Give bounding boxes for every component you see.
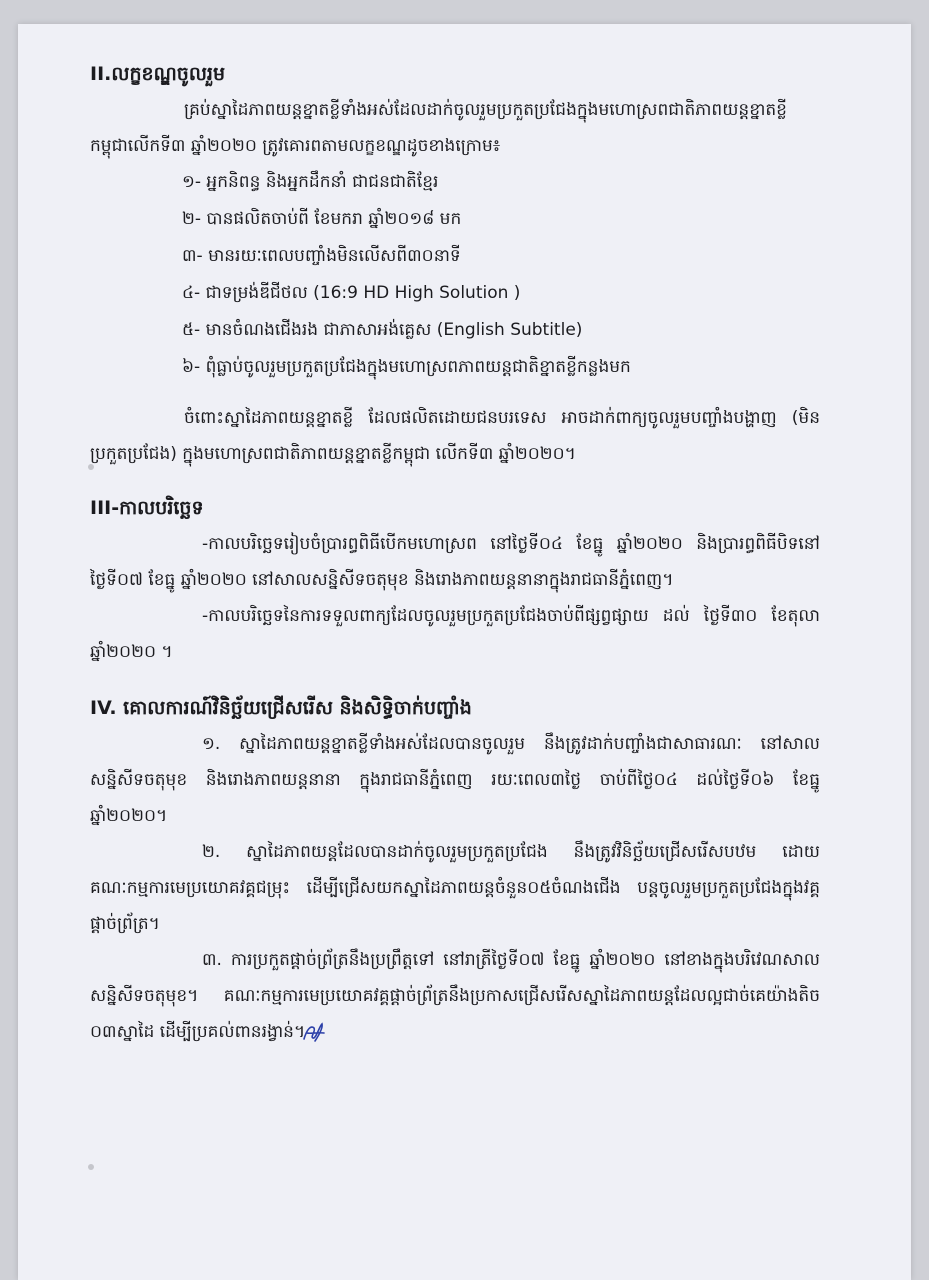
requirement-item: ៥- មានចំណងជើងរង ជាភាសាអង់គ្លេស (English Subtitle) bbox=[182, 320, 583, 340]
festival-dates-paragraph: -កាលបរិច្ឆេទរៀបចំប្រារព្ធពិធីបើកមហោស្រព នៅថ្ងៃទី០៤ ខែធ្នូ ឆ្នាំ២០២០ និងប្រារព្ធពិធីបិទនៅថ្ងៃទី០៧ ខែធ្នូ ឆ្នាំ២០២០ នៅសាលសន្និសីទចតុមុខ និងរោងភាពយន្តនានាក្នុងរាជធានីភ្នំពេញ។ bbox=[90, 534, 820, 590]
requirement-item: ៣- មានរយៈពេលបញ្ចាំងមិនលើសពី៣០នាទី bbox=[182, 246, 461, 266]
section-4-heading: IV. គោលការណ៍វិនិច្ឆ័យជ្រើសរើស និងសិទ្ធិចាក់បញ្ចាំង bbox=[90, 697, 472, 719]
application-deadline-paragraph: -កាលបរិច្ឆេទនៃការទទួលពាក្យដែលចូលរួមប្រកួតប្រជែងចាប់ពីផ្សព្វផ្សាយ ដល់ ថ្ងៃទី៣០ ខែតុលា ឆ្នាំ២០២០ ។ bbox=[90, 606, 820, 662]
section-3-heading: III-កាលបរិច្ឆេទ bbox=[90, 497, 204, 519]
punch-hole-mark bbox=[88, 1164, 94, 1170]
section-2-heading: II.លក្ខខណ្ឌចូលរួម bbox=[90, 63, 226, 85]
screening-paragraph: ១. ស្នាដៃភាពយន្តខ្នាតខ្លីទាំងអស់ដែលបានចូលរួម នឹងត្រូវដាក់បញ្ចាំងជាសាធារណៈ នៅសាលសន្និសីទចតុមុខ និងរោងភាពយន្តនានា ក្នុងរាជធានីភ្នំពេញ រយៈពេល៣ថ្ងៃ ចាប់ពីថ្ងៃ០៤ ដល់ថ្ងៃទី០៦ ខែធ្នូ ឆ្នាំ២០២០។ bbox=[90, 734, 820, 826]
document-body bbox=[90, 56, 820, 1050]
handwritten-initial-signature bbox=[301, 1019, 327, 1045]
requirements-list bbox=[90, 164, 820, 386]
foreign-films-note: ចំពោះស្នាដៃភាពយន្តខ្នាតខ្លី ដែលផលិតដោយជនបរទេស អាចដាក់ពាក្យចូលរួមបញ្ចាំងបង្ហាញ (មិនប្រកួតប្រជែង) ក្នុងមហោស្រពជាតិភាពយន្តខ្នាតខ្លីកម្ពុជា លើកទី៣ ឆ្នាំ២០២០។ bbox=[90, 408, 820, 464]
requirement-item: ៤- ជាទម្រង់ឌីជីថល (16:9 HD High Solution ) bbox=[182, 283, 521, 303]
requirement-item: ២- បានផលិតចាប់ពី ខែមករា ឆ្នាំ២០១៨ មក bbox=[182, 209, 462, 229]
requirement-item: ៦- ពុំធ្លាប់ចូលរួមប្រកួតប្រជែងក្នុងមហោស្រពភាពយន្តជាតិខ្នាតខ្លីកន្លងមក bbox=[182, 357, 631, 377]
final-paragraph-text: ៣. ការប្រកួតផ្តាច់ព្រ័ត្រនឹងប្រព្រឹត្តទៅ នៅរាត្រីថ្ងៃទី០៧ ខែធ្នូ ឆ្នាំ២០២០ នៅខាងក្នុងបរិវេណសាលសន្និសីទចតុមុខ។ គណៈកម្មការមេប្រយោគវគ្គផ្តាច់ព្រ័ត្រនឹងប្រកាសជ្រើសរើសស្នាដៃភាពយន្តដែលល្អជាច់គេយ៉ាងតិច ០៣ស្នាដៃ ដើម្បីប្រគល់ពានរង្វាន់។ bbox=[90, 950, 820, 1042]
requirement-item: ១- អ្នកនិពន្ធ និងអ្នកដឹកនាំ ជាជនជាតិខ្មែរ bbox=[182, 172, 439, 192]
final-paragraph bbox=[90, 942, 820, 1050]
section-2-intro: គ្រប់ស្នាដៃភាពយន្តខ្នាតខ្លីទាំងអស់ដែលដាក់ចូលរួមប្រកួតប្រជែងក្នុងមហោស្រពជាតិភាពយន្តខ្នាតខ្លីកម្ពុជាលើកទី៣ ឆ្នាំ២០២០ ត្រូវគោរពតាមលក្ខខណ្ឌដូចខាងក្រោម៖ bbox=[90, 100, 787, 156]
preselection-paragraph: ២. ស្នាដៃភាពយន្តដែលបានដាក់ចូលរួមប្រកួតប្រជែង នឹងត្រូវវិនិច្ឆ័យជ្រើសរើសបឋម ដោយគណៈកម្មការមេប្រយោគវគ្គជម្រុះ ដើម្បីជ្រើសយកស្នាដៃភាពយន្តចំនួន០៥ចំណងជើង បន្តចូលរួមប្រកួតប្រជែងក្នុងវគ្គផ្តាច់ព្រ័ត្រ។ bbox=[90, 842, 820, 934]
